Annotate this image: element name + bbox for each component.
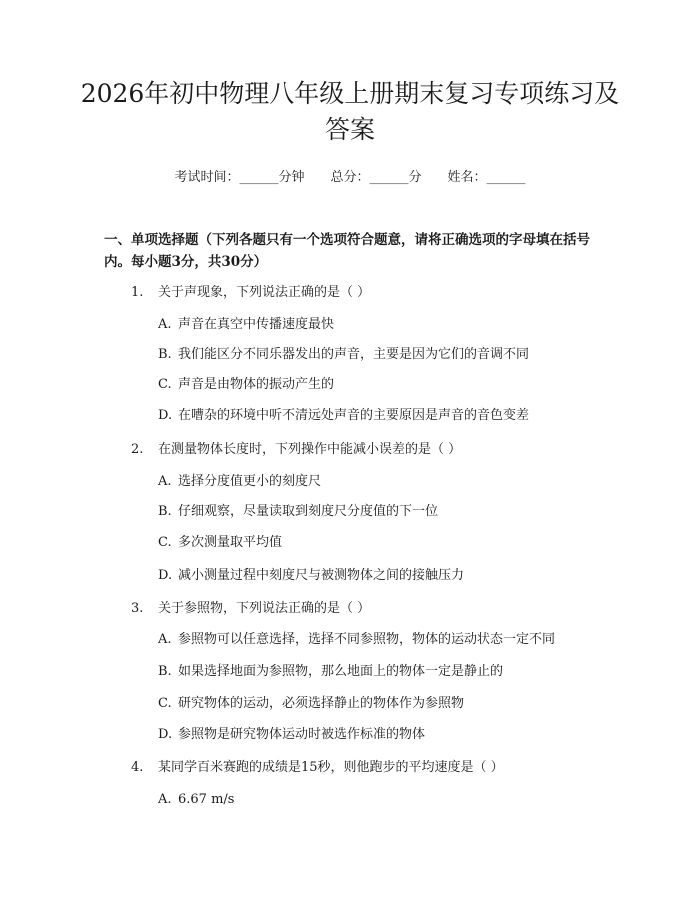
option [158,375,334,395]
option-text: 在嘈杂的环境中听不清远处声音的主要原因是声音的音色变差 [178,408,530,423]
section-heading: 一、单项选择题（下列各题只有一个选项符合题意，请将正确选项的字母填在括号内。每小题3分，共30分） [104,232,590,270]
option [158,630,555,650]
document-title: 2026年初中物理八年级上册期末复习专项练习及答案 [80,79,620,144]
option [158,315,334,335]
option-text: 我们能区分不同乐器发出的声音，主要是因为它们的音调不同 [178,347,530,362]
option-text: 参照物可以任意选择，选择不同参照物，物体的运动状态一定不同 [178,632,556,647]
option [158,790,234,810]
option [158,533,282,553]
question-text: 在测量物体长度时，下列操作中能减小误差的是（ ） [158,442,462,457]
question [131,440,461,460]
exam-time: 考试时间：______分钟 [174,170,305,185]
option [158,472,321,492]
option-text: 参照物是研究物体运动时被选作标准的物体 [178,727,426,742]
question-number: 4. [131,760,144,775]
option-letter: A. [158,792,172,807]
option [158,694,464,714]
option-letter: A. [158,474,172,489]
student-name: 姓名：______ [447,170,526,185]
option [158,566,464,586]
option-text: 仔细观察，尽量读取到刻度尺分度值的下一位 [178,504,439,519]
option-text: 多次测量取平均值 [178,535,283,550]
question-text: 关于声现象，下列说法正确的是（ ） [158,285,371,300]
exam-meta [0,168,700,188]
option-letter: C. [158,696,172,711]
question-number: 3. [131,601,144,616]
option [158,345,529,365]
option-letter: B. [158,664,172,679]
exam-score: 总分：______分 [330,170,422,185]
option [158,406,529,426]
option-text: 研究物体的运动，必须选择静止的物体作为参照物 [178,696,465,711]
option-letter: D. [158,727,173,742]
option-text: 减小测量过程中刻度尺与被测物体之间的接触压力 [178,568,465,583]
question-number: 2. [131,442,144,457]
question-text: 某同学百米赛跑的成绩是15秒，则他跑步的平均速度是（ ） [158,760,504,775]
option-text: 声音在真空中传播速度最快 [178,317,335,332]
option-letter: D. [158,568,173,583]
question-text: 关于参照物，下列说法正确的是（ ） [158,601,371,616]
option-text: 选择分度值更小的刻度尺 [178,474,322,489]
option-letter: B. [158,504,172,519]
option-text: 声音是由物体的振动产生的 [178,377,335,392]
option [158,502,438,522]
option-letter: C. [158,535,172,550]
question [131,599,370,619]
option-letter: B. [158,347,172,362]
question-number: 1. [131,285,144,300]
option-letter: C. [158,377,172,392]
option-letter: A. [158,317,172,332]
option-letter: A. [158,632,172,647]
option-letter: D. [158,408,173,423]
question [131,758,504,778]
option-text: 6.67 m/s [178,792,235,807]
question [131,283,370,303]
option [158,662,503,682]
option [158,725,425,745]
option-text: 如果选择地面为参照物，那么地面上的物体一定是静止的 [178,664,504,679]
